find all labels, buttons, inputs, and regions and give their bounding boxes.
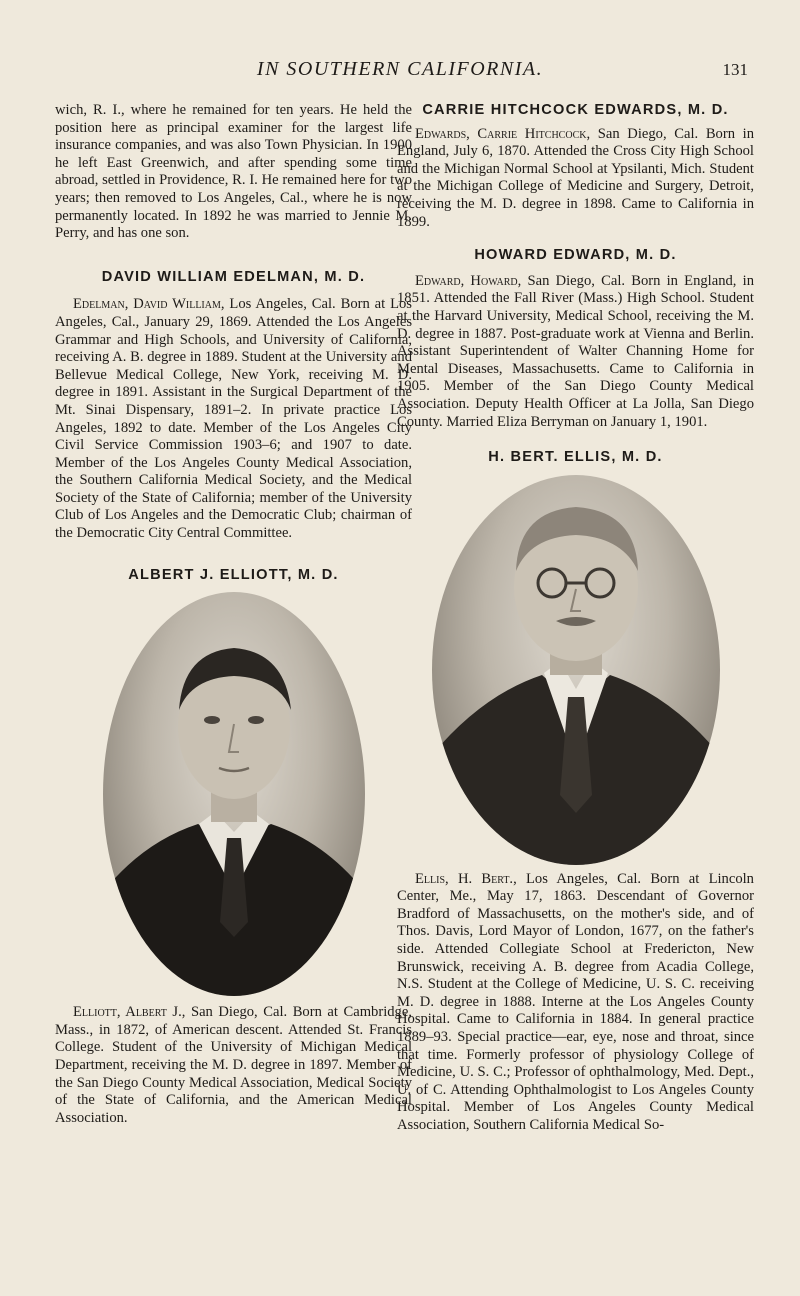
bio-text-edelman (55, 296, 412, 542)
heading-hitchcock: CARRIE HITCHCOCK EDWARDS, M. D. (422, 102, 729, 118)
bio-text-hitchcock (397, 126, 754, 232)
bio-hitchcock (397, 102, 754, 231)
portrait-ellis-image (432, 475, 720, 865)
body-elliott: San Diego, Cal. Born at Cambridge, Mass., in 1872, of American descent. Attended St. Francis College. Student of the University of Michigan Medical Department, receiving the M. D. degree in 1897. Member of the San Diego County Medical Association, Medical Society of the State of California, and the American Medical Association. (55, 1004, 412, 1126)
heading-howard: HOWARD EDWARD, M. D. (474, 247, 677, 264)
portrait-elliott (103, 592, 365, 996)
page-header (0, 58, 800, 84)
lead-hitchcock: Edwards, Carrie Hitchcock, (415, 125, 591, 142)
bio-text-elliott (55, 1004, 412, 1127)
bio-text-ellis (397, 871, 754, 1135)
portrait-elliott-image (103, 592, 365, 996)
body-howard: San Diego, Cal. Born in England, in 1851. Attended the Fall River (Mass.) High School. Student at the Harvard University, Medical School, receiving the M. D. degree in 1887. Post-graduate work at Vienna and Berlin. Assistant Superintendent of Walter Channing Home for Mental Diseases, Massachusetts. Came to California in 1905. Member of the San Diego County Medical Association. Deputy Health Officer at La Jolla, San Diego County. Married Eliza Berryman on January 1, 1901. (397, 272, 754, 430)
body-hitchcock: San Diego, Cal. Born in England, July 6, 1870. Attended the Cross City High School and the Michigan Normal School at Ypsilanti, Mich. Student at the Michigan College of Medicine and Surgery, Detroit, receiving the M. D. degree in 1898. Came to California in 1899. (397, 125, 755, 230)
running-title: IN SOUTHERN CALIFORNIA. (256, 58, 544, 80)
bio-text-howard (397, 273, 754, 431)
bio-ellis (397, 449, 754, 1135)
bio-elliott (55, 567, 412, 1128)
heading-elliott: ALBERT J. ELLIOTT, M. D. (128, 566, 339, 583)
heading-ellis: H. BERT. ELLIS, M. D. (488, 449, 663, 466)
portrait-ellis (432, 475, 720, 865)
lead-howard: Edward, Howard, (415, 272, 522, 289)
bio-howard (397, 247, 754, 431)
right-column (397, 102, 754, 1135)
left-column (55, 102, 412, 1127)
body-ellis: Los Angeles, Cal. Born at Lincoln Center, Me., May 17, 1863. Descendant of Governor Bradford of Massachusetts, on the mother's side, and of Thos. Davis, Lord Mayor of London, 1677, on the father's side. Attended Collegiate School at Fredericton, New Brunswick, receiving A. B. degree from Acadia College, N.S. Student at the College of Medicine, U. S. C. receiving M. D. degree in 1888. Interne at the Los Angeles County Hospital. Came to California in 1884. In general practice 1889–93. Special practice—ear, eye, nose and throat, since that time. Formerly professor of physiology College of Medicine, U. S. C.; Professor of ophthalmology, Med. Dept., U. of C. Attending Ophthalmologist to Los Angeles County Hospital. Member of Los Angeles County Medical Association, Southern California Medical So- (397, 870, 754, 1133)
lead-edelman: Edelman, David William, (73, 296, 225, 313)
page-number: 131 (722, 60, 748, 79)
lead-ellis: Ellis, H. Bert., (415, 870, 517, 887)
body-edelman: Los Angeles, Cal. Born at Los Angeles, Cal., January 29, 1869. Attended the Los Angeles Grammar and High Schools, and University of California, receiving A. B. degree in 1889. Student at the University and Bellevue Medical College, New York, receiving M. D. degree in 1891. Assistant in the Surgical Department of the Mt. Sinai Dispensary, 1891–2. In private practice Los Angeles, 1892 to date. Member of the Los Angeles City Civil Service Commission 1903–6; and 1907 to date. Member of the Los Angeles County Medical Association, the Southern California Medical Society, and the Medical Society of the State of California; member of the University Club of Los Angeles and the Democratic Club; chairman of the Democratic City Central Committee. (55, 296, 412, 542)
bio-edelman (55, 269, 412, 543)
continuation-paragraph: wich, R. I., where he remained for ten years. He held the position here as principal examiner for the largest life insurance companies, and was also Town Physician. In 1900 he left East Greenwich, and after spending some time abroad, settled in Providence, R. I. He remained here for two years; then removed to Los Angeles, Cal., where he is now permanently located. In 1892 he was married to Jennie M. Perry, and has one son. (55, 102, 412, 242)
lead-elliott: Elliott, Albert J., (73, 1004, 186, 1021)
heading-edelman: DAVID WILLIAM EDELMAN, M. D. (101, 268, 366, 285)
